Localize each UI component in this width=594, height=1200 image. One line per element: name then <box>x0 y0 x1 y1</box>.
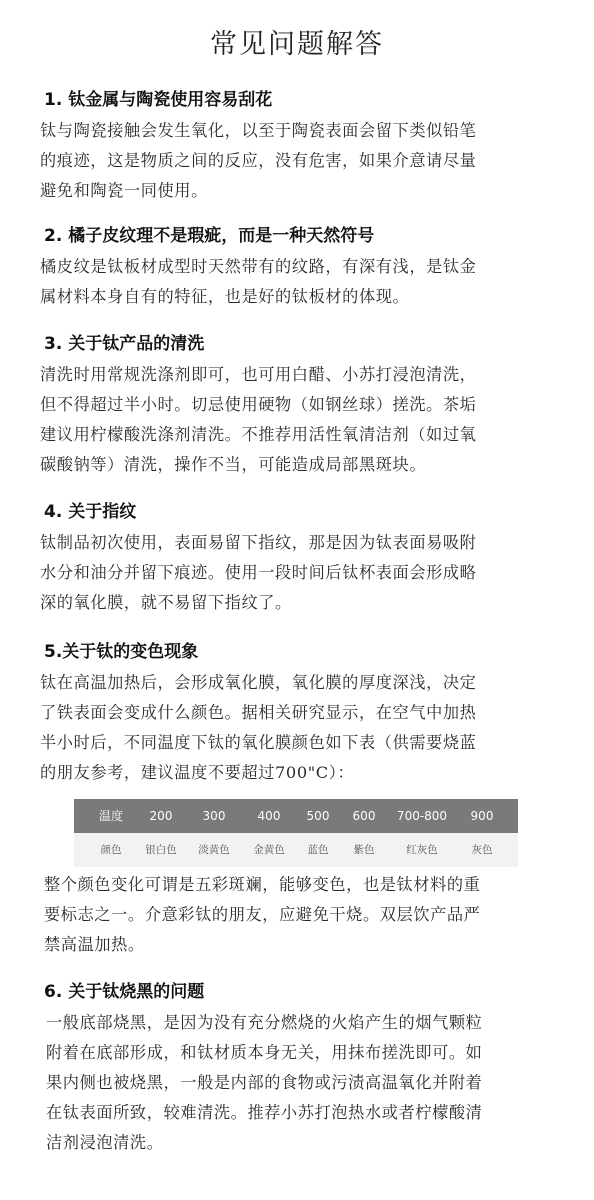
body-line: 附着在底部形成，和钛材质本身无关，用抹布搓洗即可。如 <box>46 1043 483 1062</box>
body-line: 钛与陶瓷接触会发生氧化，以至于陶瓷表面会留下类似铅笔 <box>40 121 477 140</box>
section-body <box>40 252 594 312</box>
table-cell: 紫色 <box>353 844 375 856</box>
body-line: 清洗时用常规洗涤剂即可，也可用白醋、小苏打浸泡清洗， <box>40 365 477 384</box>
body-line: 避免和陶瓷一同使用。 <box>40 181 208 200</box>
body-line: 的朋友参考，建议温度不要超过700"C）： <box>40 763 355 782</box>
oxide-color-table <box>74 799 518 867</box>
table-color-row <box>74 833 518 867</box>
body-line: 在钛表面所致，较难清洗。推荐小苏打泡热水或者柠檬酸清 <box>46 1103 483 1122</box>
section-body <box>40 668 594 788</box>
body-line: 深的氧化膜，就不易留下指纹了。 <box>40 593 292 612</box>
table-header-cell: 200 <box>149 809 173 823</box>
body-line: 果内侧也被烧黑，一般是内部的食物或污渍高温氧化并附着 <box>46 1073 483 1092</box>
section-body <box>40 116 594 206</box>
table-cell: 灰色 <box>471 844 493 856</box>
body-line: 钛制品初次使用，表面易留下指纹，那是因为钛表面易吸附 <box>40 533 477 552</box>
body-line: 整个颜色变化可谓是五彩斑斓，能够变色，也是钛材料的重 <box>44 875 481 894</box>
body-line: 半小时后，不同温度下钛的氧化膜颜色如下表（供需要烧蓝 <box>40 733 477 752</box>
faq-section-2 <box>40 224 594 312</box>
section-heading: 1. 钛金属与陶瓷使用容易刮花 <box>44 90 273 110</box>
section-heading: 5.关于钛的变色现象 <box>44 642 199 662</box>
faq-section-3 <box>40 332 594 480</box>
section-heading: 3. 关于钛产品的清洗 <box>44 334 205 354</box>
table-header-cell: 温度 <box>98 809 124 823</box>
section-body <box>40 360 594 480</box>
table-header-row <box>74 799 518 833</box>
table-header-cell: 900 <box>470 809 494 823</box>
body-line: 建议用柠檬酸洗涤剂清洗。不推荐用活性氧清洁剂（如过氧 <box>40 425 477 444</box>
table-cell: 金黄色 <box>253 844 285 856</box>
body-line: 了铁表面会变成什么颜色。据相关研究显示，在空气中加热 <box>40 703 477 722</box>
body-line: 钛在高温加热后，会形成氧化膜，氧化膜的厚度深浅，决定 <box>40 673 477 692</box>
faq-section-6 <box>44 980 594 1158</box>
faq-section-5 <box>40 640 594 788</box>
body-line: 水分和油分并留下痕迹。使用一段时间后钛杯表面会形成略 <box>40 563 477 582</box>
faq-section-4 <box>40 500 594 618</box>
table-header-cell: 700-800 <box>396 809 448 823</box>
table-header-cell: 500 <box>306 809 330 823</box>
table-header-cell: 600 <box>352 809 376 823</box>
body-line: 洁剂浸泡清洗。 <box>46 1133 164 1152</box>
body-line: 碳酸钠等）清洗，操作不当，可能造成局部黑斑块。 <box>40 455 427 474</box>
body-line: 属材料本身自有的特征，也是好的钛板材的体现。 <box>40 287 410 306</box>
section-body <box>40 528 594 618</box>
body-line: 但不得超过半小时。切忌使用硬物（如钢丝球）搓洗。茶垢 <box>40 395 477 414</box>
section-body <box>46 1008 594 1158</box>
body-line: 禁高温加热。 <box>44 935 145 954</box>
section-5-continued <box>44 870 480 960</box>
table-cell: 蓝色 <box>307 844 329 856</box>
table-header-cell: 300 <box>202 809 226 823</box>
body-line: 一般底部烧黑，是因为没有充分燃烧的火焰产生的烟气颗粒 <box>46 1013 483 1032</box>
table-cell: 银白色 <box>145 844 177 856</box>
page-title: 常见问题解答 <box>210 29 384 60</box>
body-line: 要标志之一。介意彩钛的朋友，应避免干烧。双层饮产品严 <box>44 905 481 924</box>
table-cell: 淡黄色 <box>198 844 230 856</box>
table-cell: 颜色 <box>100 844 122 856</box>
section-heading: 2. 橘子皮纹理不是瑕疵，而是一种天然符号 <box>44 226 375 246</box>
body-line: 橘皮纹是钛板材成型时天然带有的纹路，有深有浅，是钛金 <box>40 257 477 276</box>
table-header-cell: 400 <box>257 809 281 823</box>
section-heading: 4. 关于指纹 <box>44 502 137 522</box>
faq-section-1 <box>40 88 594 206</box>
body-line: 的痕迹，这是物质之间的反应，没有危害，如果介意请尽量 <box>40 151 477 170</box>
table-cell: 红灰色 <box>406 844 438 856</box>
section-heading: 6. 关于钛烧黑的问题 <box>44 982 205 1002</box>
